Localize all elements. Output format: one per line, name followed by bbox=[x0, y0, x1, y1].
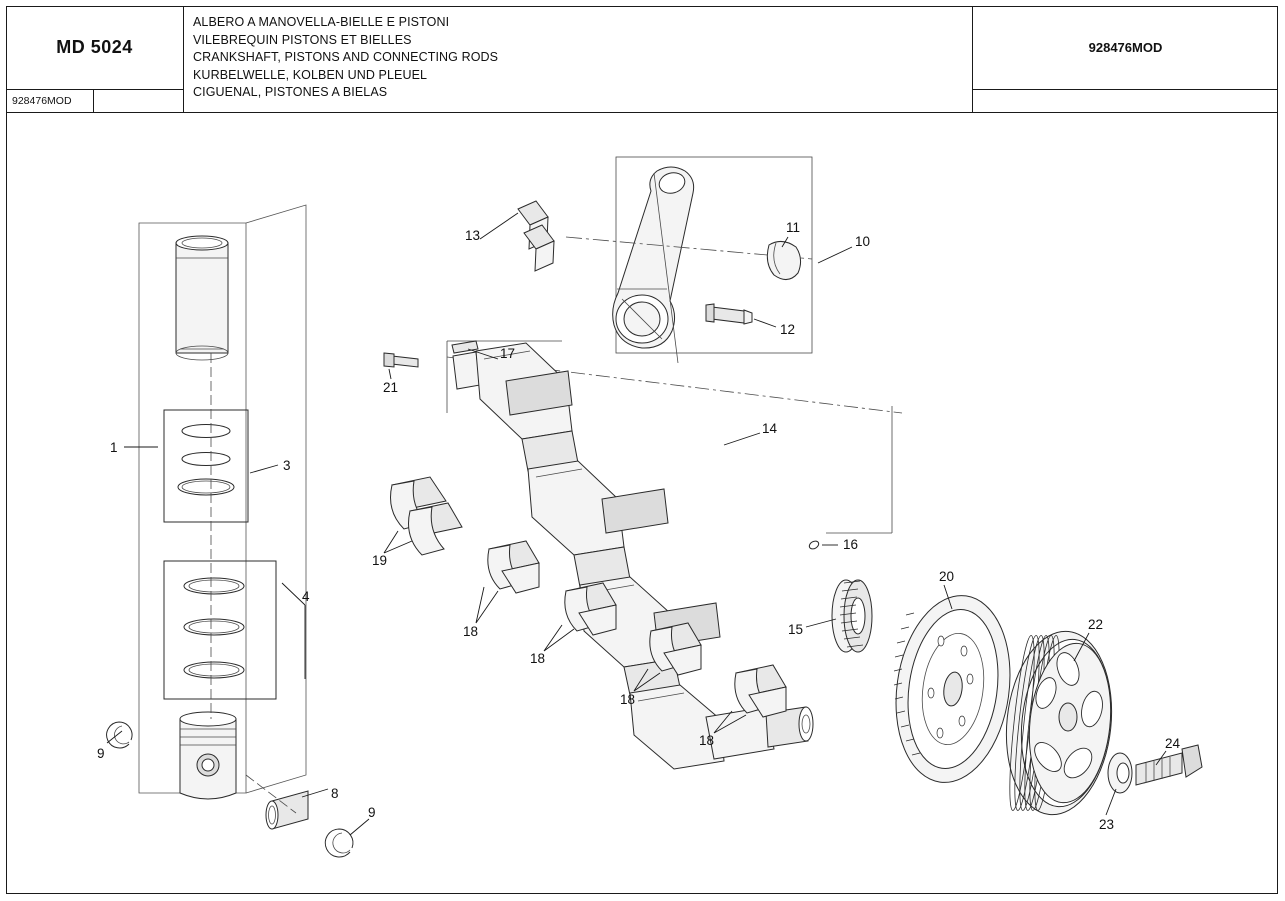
drawing-area bbox=[6, 113, 1278, 894]
cylinder-liner bbox=[176, 236, 228, 360]
callout-12: 12 bbox=[780, 322, 796, 337]
title-line-fr: VILEBREQUIN PISTONS ET BIELLES bbox=[193, 32, 412, 47]
callout-18d: 18 bbox=[699, 733, 715, 748]
callout-24: 24 bbox=[1165, 736, 1181, 751]
callout-11: 11 bbox=[786, 220, 801, 235]
piston-pin bbox=[266, 791, 308, 829]
title-line-it: ALBERO A MANOVELLA-BIELLE E PISTONI bbox=[193, 15, 450, 29]
crank-pulley bbox=[998, 626, 1121, 820]
snap-ring-lower bbox=[325, 829, 353, 857]
callout-18b: 18 bbox=[530, 651, 546, 666]
model-cell: MD 5024 bbox=[6, 6, 184, 90]
rod-bushing bbox=[767, 241, 800, 279]
callout-19: 19 bbox=[372, 553, 388, 568]
callout-22: 22 bbox=[1088, 617, 1104, 632]
callout-21: 21 bbox=[383, 380, 399, 395]
rod-bearing-shells bbox=[518, 201, 554, 271]
callout-17: 17 bbox=[500, 346, 516, 361]
callout-16: 16 bbox=[843, 537, 859, 552]
callout-9b: 9 bbox=[368, 805, 376, 820]
snap-ring-upper bbox=[107, 722, 132, 748]
callout-8: 8 bbox=[331, 786, 339, 801]
callout-9: 9 bbox=[97, 746, 105, 761]
title-line-en: CRANKSHAFT, PISTONS AND CONNECTING RODS bbox=[193, 50, 499, 64]
callout-18c: 18 bbox=[620, 692, 636, 707]
main-bearing-18d bbox=[735, 665, 786, 717]
main-bearing-pair-19 bbox=[391, 477, 463, 555]
crank-timing-gear bbox=[832, 580, 872, 652]
callout-4: 4 bbox=[302, 589, 310, 604]
drawing-code-cell: 928476MOD bbox=[6, 90, 94, 112]
callout-23: 23 bbox=[1099, 817, 1115, 832]
title-block bbox=[6, 6, 1278, 113]
callout-3: 3 bbox=[283, 458, 291, 473]
main-bearing-18a bbox=[488, 541, 539, 593]
revision-cell bbox=[94, 90, 184, 112]
callout-13: 13 bbox=[465, 228, 481, 243]
pulley-bolt bbox=[1136, 745, 1202, 785]
rod-bolt bbox=[706, 304, 752, 324]
pulley-washer bbox=[1108, 753, 1132, 793]
callout-18: 18 bbox=[463, 624, 479, 639]
title-line-de: KURBELWELLE, KOLBEN UND PLEUEL bbox=[193, 67, 428, 82]
callout-20: 20 bbox=[939, 569, 955, 584]
title-line-es: CIGUENAL, PISTONES A BIELAS bbox=[193, 85, 388, 99]
flywheel-bolt-21 bbox=[384, 353, 418, 367]
callout-15: 15 bbox=[788, 622, 804, 637]
connecting-rod bbox=[613, 167, 694, 363]
callout-10: 10 bbox=[855, 234, 871, 249]
sheet-code-cell: 928476MOD bbox=[973, 6, 1278, 90]
callout-14: 14 bbox=[762, 421, 778, 436]
flywheel bbox=[884, 588, 1021, 790]
title-multilingual bbox=[184, 6, 973, 112]
piston bbox=[180, 712, 236, 799]
callout-1: 1 bbox=[110, 440, 118, 455]
piston-ring-set-lower bbox=[164, 561, 276, 699]
piston-ring-set-upper bbox=[164, 410, 248, 522]
